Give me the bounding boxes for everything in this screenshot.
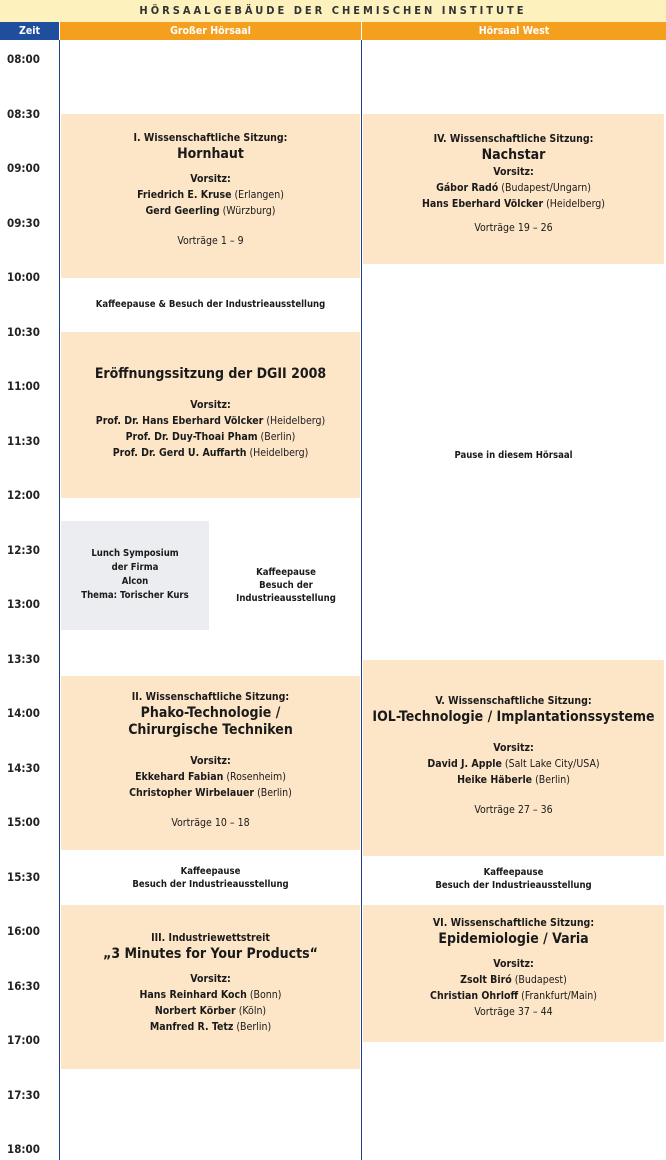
session-2-block xyxy=(61,676,360,850)
chair-place: (Salt Lake City/USA) xyxy=(504,758,600,770)
coffee-break-west xyxy=(363,866,664,892)
session-5-block xyxy=(363,660,664,856)
chair-name: Zsolt Biró xyxy=(460,974,512,986)
talks-range: Vorträge 19 – 26 xyxy=(474,222,553,234)
time-label: 11:00 xyxy=(7,379,40,393)
break-line: Besuch der Industrieausstellung xyxy=(132,879,289,890)
chair-place: (Heidelberg) xyxy=(546,198,605,210)
lunch-line: Thema: Torischer Kurs xyxy=(81,590,189,601)
session-topic: „3 Minutes for Your Products“ xyxy=(103,946,318,962)
chair-line xyxy=(61,1019,360,1035)
chair-line xyxy=(363,972,664,988)
vorsitz-label: Vorsitz: xyxy=(190,399,231,411)
time-label: 08:30 xyxy=(7,106,40,121)
time-label: 14:00 xyxy=(7,706,40,720)
time-label: 09:30 xyxy=(7,215,40,230)
session-heading: VI. Wissenschaftliche Sitzung: xyxy=(432,917,595,929)
session-topic: Chirurgische Techniken xyxy=(128,722,293,738)
chair-name: Ekkehard Fabian xyxy=(135,771,224,783)
session-heading: IV. Wissenschaftliche Sitzung: xyxy=(433,133,594,145)
chair-line xyxy=(61,445,360,461)
chair-place: (Heidelberg) xyxy=(266,415,326,427)
chair-name: Prof. Dr. Gerd U. Auffarth xyxy=(112,447,247,459)
lunch-symposium-block xyxy=(61,521,209,630)
header-zeit: Zeit xyxy=(0,22,59,40)
chair-line xyxy=(363,988,664,1004)
lunch-line: der Firma xyxy=(111,562,159,573)
session-1-block xyxy=(61,114,360,278)
break-line: Besuch der Industrieausstellung xyxy=(435,880,592,891)
chair-line xyxy=(61,769,360,785)
session-topic: Epidemiologie / Varia xyxy=(438,931,589,947)
chair-line xyxy=(61,429,360,445)
session-heading: V. Wissenschaftliche Sitzung: xyxy=(435,695,592,707)
time-label: 11:30 xyxy=(7,433,40,448)
talks-range: Vorträge 10 – 18 xyxy=(171,817,250,829)
time-label: 12:00 xyxy=(7,488,40,502)
chair-place: (Rosenheim) xyxy=(226,771,286,783)
chair-place: (Berlin) xyxy=(236,1021,272,1033)
session-heading: III. Industriewettstreit xyxy=(151,932,270,944)
chair-name: Norbert Körber xyxy=(154,1005,236,1017)
vorsitz-label: Vorsitz: xyxy=(190,173,231,185)
talks-range: Vorträge 1 – 9 xyxy=(177,235,244,247)
chair-name: Prof. Dr. Duy-Thoai Pham xyxy=(125,431,258,443)
chair-line xyxy=(363,772,664,788)
chair-name: Manfred R. Tetz xyxy=(149,1021,234,1033)
header-grosser-hoersaal: Großer Hörsaal xyxy=(59,22,361,40)
session-3-block xyxy=(61,905,360,1069)
break-line: Kaffeepause xyxy=(483,867,544,878)
time-label: 09:00 xyxy=(7,161,40,175)
lunch-coffee-break xyxy=(211,566,361,605)
chair-place: (Heidelberg) xyxy=(249,447,309,459)
coffee-break-1: Kaffeepause & Besuch der Industrieausstellung xyxy=(95,299,326,310)
chair-name: Friedrich E. Kruse xyxy=(137,189,232,201)
lunch-line: Alcon xyxy=(121,576,149,587)
session-topic: Hornhaut xyxy=(177,146,244,162)
chair-place: (Berlin) xyxy=(535,774,570,786)
time-label: 16:30 xyxy=(7,978,40,993)
column-divider xyxy=(361,40,362,1160)
column-divider xyxy=(59,40,60,1160)
chair-name: Prof. Dr. Hans Eberhard Völcker xyxy=(95,415,264,427)
opening-session-block xyxy=(61,332,360,498)
session-topic: Phako-Technologie / xyxy=(140,705,281,721)
chair-name: David J. Apple xyxy=(427,758,502,770)
time-label: 08:00 xyxy=(7,52,40,66)
header-hoersaal-west: Hörsaal West xyxy=(361,22,666,40)
session-topic: IOL-Technologie / Implantationssysteme xyxy=(372,709,655,725)
pause-notice: Pause in diesem Hörsaal xyxy=(454,450,573,461)
lunch-line: Lunch Symposium xyxy=(91,548,179,559)
time-label: 18:00 xyxy=(7,1142,40,1156)
break-line: Besuch der Industrieausstellung xyxy=(236,580,336,604)
talks-range: Vorträge 37 – 44 xyxy=(474,1006,553,1018)
vorsitz-label: Vorsitz: xyxy=(190,755,231,767)
chair-name: Heike Häberle xyxy=(457,774,533,786)
chair-place: (Budapest/Ungarn) xyxy=(501,182,591,194)
session-heading: I. Wissenschaftliche Sitzung: xyxy=(133,132,288,144)
vorsitz-label: Vorsitz: xyxy=(493,958,534,970)
chair-place: (Bonn) xyxy=(249,989,282,1001)
session-6-block xyxy=(363,905,664,1042)
chair-place: (Berlin) xyxy=(260,431,296,443)
time-label: 17:30 xyxy=(7,1087,40,1102)
vorsitz-label: Vorsitz: xyxy=(190,973,231,985)
page-title: HÖRSAALGEBÄUDE DER CHEMISCHEN INSTITUTE xyxy=(0,0,666,22)
session-4-block xyxy=(363,114,664,264)
chair-line xyxy=(363,180,664,196)
chair-name: Hans Eberhard Völcker xyxy=(421,198,544,210)
chair-line xyxy=(61,413,360,429)
chair-name: Hans Reinhard Koch xyxy=(139,989,247,1001)
time-label: 12:30 xyxy=(7,542,40,557)
time-label: 14:30 xyxy=(7,760,40,775)
chair-place: (Berlin) xyxy=(257,787,292,799)
coffee-break-2 xyxy=(61,865,360,891)
chair-name: Gábor Radó xyxy=(436,182,499,194)
time-label: 13:30 xyxy=(7,651,40,666)
session-topic: Nachstar xyxy=(481,147,546,163)
session-heading: II. Wissenschaftliche Sitzung: xyxy=(131,691,290,703)
time-label: 10:00 xyxy=(7,270,40,284)
chair-line xyxy=(61,1003,360,1019)
time-label: 15:30 xyxy=(7,869,40,884)
time-label: 16:00 xyxy=(7,924,40,938)
time-label: 10:30 xyxy=(7,324,40,339)
chair-line xyxy=(61,187,360,203)
chair-place: (Frankfurt/Main) xyxy=(521,990,597,1002)
time-label: 13:00 xyxy=(7,597,40,611)
break-line: Kaffeepause xyxy=(180,866,241,877)
talks-range: Vorträge 27 – 36 xyxy=(474,804,553,816)
time-label: 15:00 xyxy=(7,815,40,829)
chair-place: (Budapest) xyxy=(514,974,567,986)
vorsitz-label: Vorsitz: xyxy=(493,742,534,754)
chair-line xyxy=(61,785,360,801)
chair-name: Gerd Geerling xyxy=(145,205,220,217)
chair-name: Christopher Wirbelauer xyxy=(129,787,255,799)
chair-line xyxy=(363,196,664,212)
chair-place: (Würzburg) xyxy=(222,205,276,217)
vorsitz-label: Vorsitz: xyxy=(493,166,534,178)
chair-name: Christian Ohrloff xyxy=(430,990,519,1002)
chair-place: (Erlangen) xyxy=(234,189,284,201)
time-label: 17:00 xyxy=(7,1033,40,1047)
break-line: Kaffeepause xyxy=(256,567,316,578)
chair-line xyxy=(61,987,360,1003)
session-topic: Eröffnungssitzung der DGII 2008 xyxy=(94,366,327,382)
chair-place: (Köln) xyxy=(238,1005,267,1017)
chair-line xyxy=(61,203,360,219)
chair-line xyxy=(363,756,664,772)
